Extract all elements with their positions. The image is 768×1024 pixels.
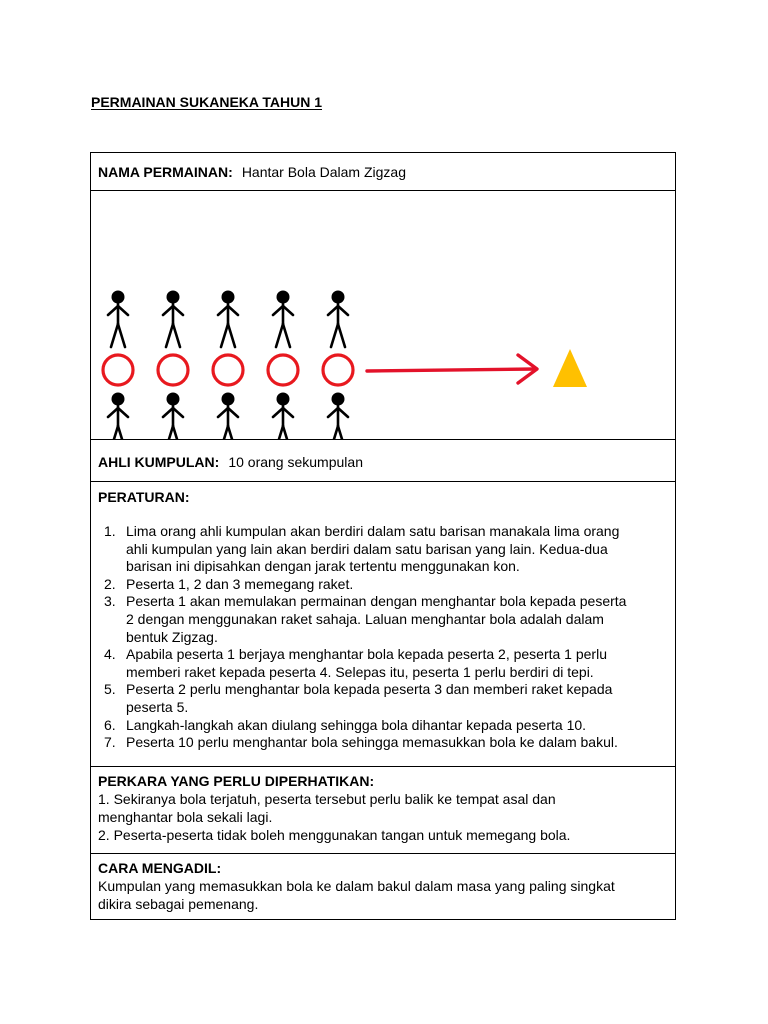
figure-arm (118, 408, 128, 417)
rule-text-line: ahli kumpulan yang lain akan berdiri dalam satu barisan yang lain. Kedua-dua (126, 540, 608, 557)
rules-list (98, 523, 668, 752)
rule-item (98, 717, 668, 735)
rule-text-line: 2 dengan menggunakan raket sahaja. Laluan menghantar bola adalah dalam (126, 610, 604, 627)
group-members-value: 10 orang sekumpulan (228, 454, 363, 470)
figure-arm (328, 408, 338, 417)
stick-figure-icon (273, 291, 293, 348)
document-title: PERMAINAN SUKANEKA TAHUN 1 (91, 94, 323, 110)
figure-arm (163, 306, 173, 315)
figure-arm (338, 306, 348, 315)
figure-leg (111, 324, 118, 347)
figure-head (112, 393, 125, 406)
figure-head (332, 393, 345, 406)
judging-section (91, 853, 675, 919)
figure-arm (338, 408, 348, 417)
basket-triangle-icon (553, 349, 587, 387)
notes-text (98, 790, 668, 844)
game-diagram (91, 190, 675, 439)
stick-figure-icon (328, 291, 348, 348)
figure-arm (228, 408, 238, 417)
figure-leg (331, 324, 338, 347)
figure-arm (283, 306, 293, 315)
notes-line: menghantar bola sekali lagi. (98, 809, 273, 825)
rule-text-line: Peserta 10 perlu menghantar bola sehingga memasukkan bola ke dalam bakul. (126, 734, 618, 751)
stick-figure-icon (163, 393, 183, 441)
rule-text-line: Apabila peserta 1 berjaya menghantar bola kepada peserta 2, peserta 1 perlu (126, 646, 607, 663)
figure-head (112, 291, 125, 304)
rule-text-line: Peserta 2 perlu menghantar bola kepada peserta 3 dan memberi raket kepada (126, 681, 613, 698)
figure-head (222, 291, 235, 304)
rules-section (91, 481, 675, 766)
rule-text-line: barisan ini dipisahkan dengan jarak tertentu menggunakan kon. (126, 558, 520, 575)
rule-text-line: Peserta 1, 2 dan 3 memegang raket. (126, 575, 354, 592)
figure-leg (338, 426, 345, 440)
figure-head (167, 291, 180, 304)
rule-item (98, 681, 668, 716)
rule-number: 1. (104, 523, 116, 539)
rule-item (98, 576, 668, 594)
stick-figure-icon (273, 393, 293, 441)
cone-icon (158, 355, 188, 385)
figure-leg (331, 426, 338, 440)
figure-leg (111, 426, 118, 440)
figure-leg (338, 324, 345, 347)
cone-icon (213, 355, 243, 385)
figure-leg (276, 426, 283, 440)
rule-text-line: peserta 5. (126, 698, 189, 715)
figure-arm (273, 306, 283, 315)
stick-figure-icon (218, 291, 238, 348)
figure-arm (283, 408, 293, 417)
rule-item (98, 646, 668, 681)
figure-arm (108, 306, 118, 315)
judging-line: Kumpulan yang memasukkan bola ke dalam bakul dalam masa yang paling singkat (98, 878, 615, 894)
notes-title: PERKARA YANG PERLU DIPERHATIKAN: (98, 773, 375, 789)
cone-icon (103, 355, 133, 385)
figure-head (332, 291, 345, 304)
group-members-label: AHLI KUMPULAN: (98, 454, 220, 470)
figure-head (277, 291, 290, 304)
rule-number: 3. (104, 593, 116, 610)
figure-arm (163, 408, 173, 417)
arrow-shaft (367, 369, 536, 371)
figure-leg (228, 324, 235, 347)
game-name-label: NAMA PERMAINAN: (98, 164, 233, 180)
rule-number: 4. (104, 646, 116, 663)
figure-leg (173, 324, 180, 347)
rule-text-line: bentuk Zigzag. (126, 628, 218, 645)
figure-leg (221, 426, 228, 440)
stick-figure-icon (218, 393, 238, 441)
game-name-row (91, 153, 675, 190)
figure-leg (276, 324, 283, 347)
figure-leg (228, 426, 235, 440)
formation-diagram (91, 191, 675, 440)
figure-arm (108, 408, 118, 417)
group-members-row (91, 439, 675, 481)
figure-leg (173, 426, 180, 440)
figure-head (167, 393, 180, 406)
rule-number: 2. (104, 575, 116, 592)
cone-icon (268, 355, 298, 385)
stick-figure-icon (328, 393, 348, 441)
figure-arm (228, 306, 238, 315)
rules-title: PERATURAN: (98, 489, 190, 505)
rule-text-line: memberi raket kepada peserta 4. Selepas itu, peserta 1 perlu berdiri di tepi. (126, 663, 594, 680)
rule-number: 7. (104, 734, 116, 751)
stick-figure-icon (108, 291, 128, 348)
game-name-value: Hantar Bola Dalam Zigzag (241, 164, 406, 180)
figure-arm (118, 306, 128, 315)
notes-line: 1. Sekiranya bola terjatuh, peserta tersebut perlu balik ke tempat asal dan (98, 791, 556, 807)
rule-text-line: Lima orang ahli kumpulan akan berdiri dalam satu barisan manakala lima orang (126, 523, 620, 539)
rule-number: 5. (104, 681, 116, 698)
figure-leg (283, 324, 290, 347)
figure-head (277, 393, 290, 406)
judging-text (98, 877, 668, 913)
figure-arm (218, 306, 228, 315)
figure-leg (283, 426, 290, 440)
judging-line: dikira sebagai pemenang. (98, 896, 259, 912)
figure-arm (328, 306, 338, 315)
rule-number: 6. (104, 716, 116, 733)
rule-item (98, 523, 668, 576)
stick-figure-icon (108, 393, 128, 441)
figure-leg (221, 324, 228, 347)
rule-item (98, 593, 668, 646)
game-sheet (90, 152, 676, 920)
figure-leg (166, 324, 173, 347)
figure-leg (118, 324, 125, 347)
figure-leg (166, 426, 173, 440)
stick-figure-icon (163, 291, 183, 348)
figure-arm (273, 408, 283, 417)
rule-text-line: Langkah-langkah akan diulang sehingga bola dihantar kepada peserta 10. (126, 716, 587, 733)
notes-section (91, 766, 675, 853)
figure-arm (173, 408, 183, 417)
rule-item (98, 734, 668, 752)
cone-icon (323, 355, 353, 385)
figure-arm (173, 306, 183, 315)
judging-title: CARA MENGADIL: (98, 860, 222, 876)
figure-leg (118, 426, 125, 440)
figure-arm (218, 408, 228, 417)
notes-line: 2. Peserta-peserta tidak boleh menggunakan tangan untuk memegang bola. (98, 827, 571, 843)
figure-head (222, 393, 235, 406)
rule-text-line: Peserta 1 akan memulakan permainan dengan menghantar bola kepada peserta (126, 593, 627, 610)
